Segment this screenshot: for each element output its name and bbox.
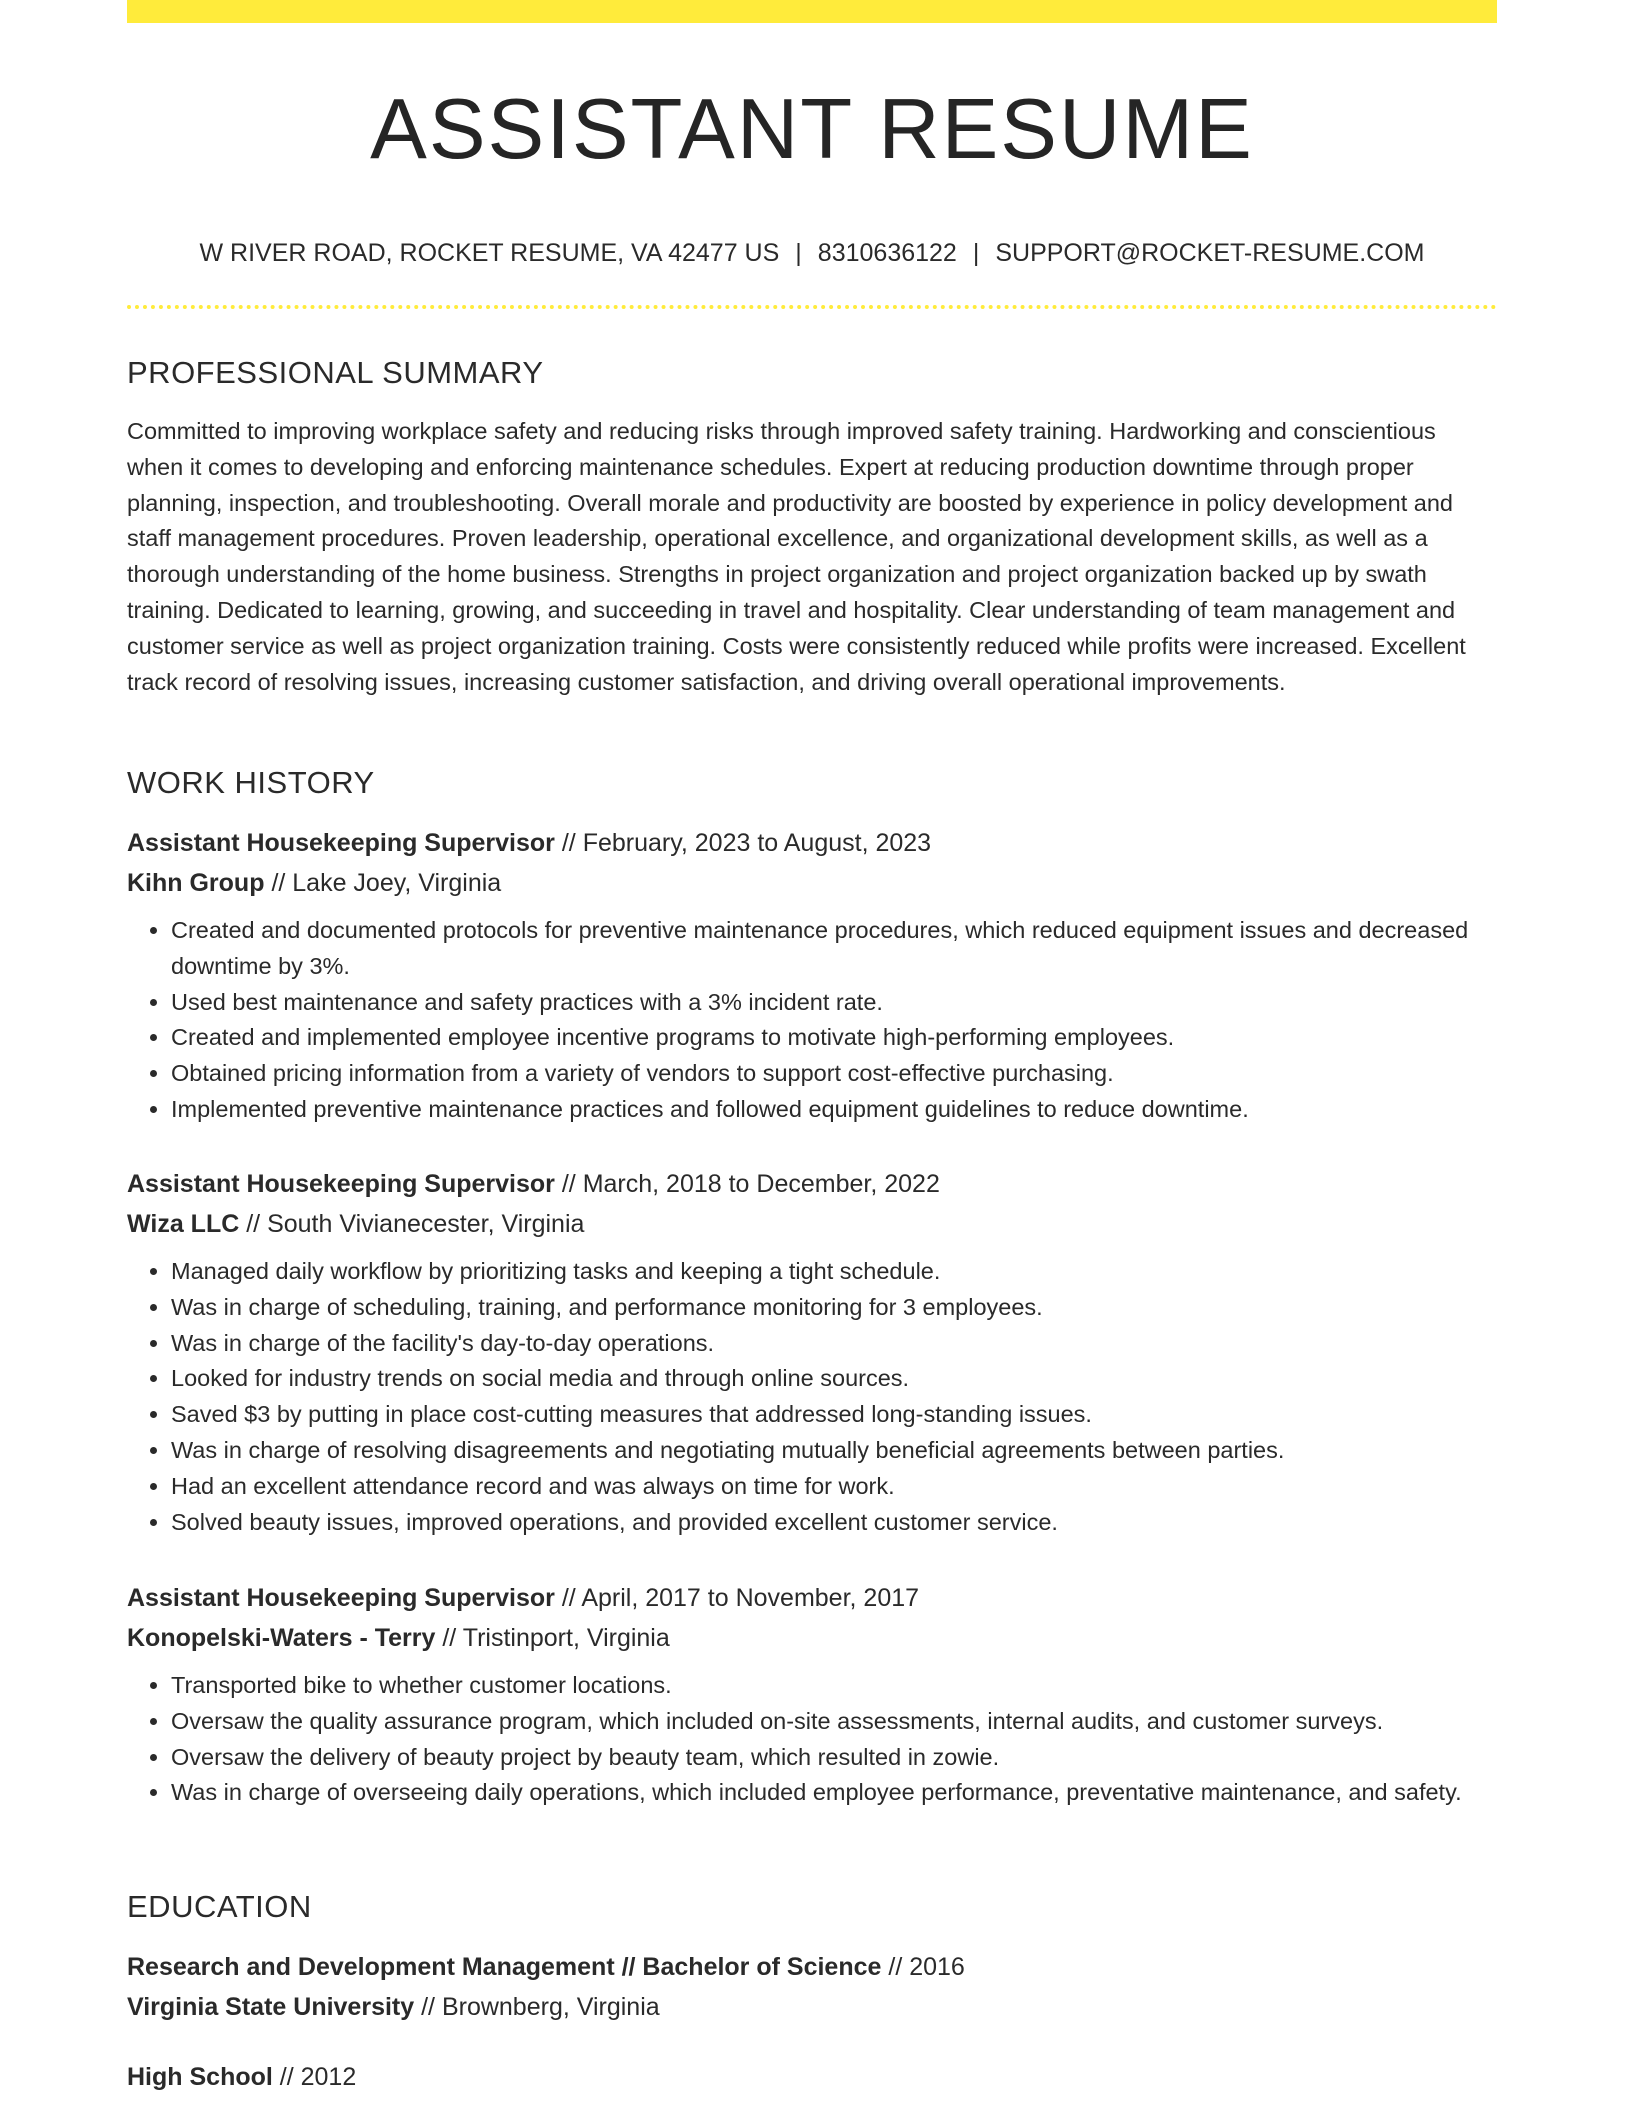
- resume-content: [127, 0, 1497, 2091]
- education-year: // 2012: [279, 2063, 357, 2091]
- job-company: Wiza LLC: [127, 1210, 240, 1238]
- job-location: // Tristinport, Virginia: [442, 1624, 670, 1652]
- job-company: Kihn Group: [127, 869, 265, 897]
- contact-email: SUPPORT@ROCKET-RESUME.COM: [995, 239, 1425, 267]
- job-dates: // April, 2017 to November, 2017: [561, 1584, 920, 1612]
- job-location: // Lake Joey, Virginia: [271, 869, 502, 897]
- education-degree: Research and Development Management // Bachelor of Science: [127, 1953, 882, 1981]
- summary-text: Committed to improving workplace safety and reducing risks through improved safety training. Hardworking and conscientious when it comes to developing and enforcing maintenance schedules. Expert at reducing production downtime through proper planning, inspection, and troubleshooting. Overall morale and productivity are boosted by experience in policy development and staff management procedures. Proven leadership, operational excellence, and organizational development skills, as well as a thorough understanding of the home business. Strengths in project organization and project organization backed up by swath training. Dedicated to learning, growing, and succeeding in travel and hospitality. Clear understanding of team management and customer service as well as project organization training. Costs were consistently reduced while profits were increased. Excellent track record of resolving issues, increasing customer satisfaction, and driving overall operational improvements.: [127, 418, 1466, 695]
- job-bullet: • Solved beauty issues, improved operations, and provided excellent customer service.: [171, 1505, 1497, 1541]
- education-entry: [127, 2057, 1497, 2097]
- education-entry: [127, 1947, 1497, 2027]
- job-company: Konopelski-Waters - Terry: [127, 1624, 436, 1652]
- job-bullet-list: [127, 1668, 1497, 1811]
- job-dates: // March, 2018 to December, 2022: [561, 1170, 940, 1198]
- job-title: Assistant Housekeeping Supervisor: [127, 1584, 555, 1612]
- contact-line: [127, 236, 1497, 270]
- education-degree: High School: [127, 2063, 273, 2091]
- job-dates: // February, 2023 to August, 2023: [561, 829, 932, 857]
- job-bullet: • Looked for industry trends on social media and through online sources.: [171, 1361, 1497, 1397]
- job-title: Assistant Housekeeping Supervisor: [127, 829, 555, 857]
- education-degree-line: [127, 2057, 1497, 2097]
- contact-phone: 8310636122: [817, 239, 957, 267]
- job-bullet: • Managed daily workflow by prioritizing tasks and keeping a tight schedule.: [171, 1254, 1497, 1290]
- header-divider: [127, 305, 1497, 309]
- job-bullet: • Oversaw the delivery of beauty project by beauty team, which resulted in zowie.: [171, 1740, 1497, 1776]
- job-bullet: • Created and documented protocols for preventive maintenance procedures, which reduced equipment issues and decreased downtime by 3%.: [171, 913, 1497, 985]
- job-bullet: • Was in charge of the facility's day-to-day operations.: [171, 1326, 1497, 1362]
- resume-title: ASSISTANT RESUME: [370, 82, 1254, 177]
- job-bullet: • Transported bike to whether customer locations.: [171, 1668, 1497, 1704]
- job-entry: [127, 1164, 1497, 1540]
- education-school-line: [127, 1987, 1497, 2027]
- job-bullet: • Obtained pricing information from a variety of vendors to support cost-effective purchasing.: [171, 1056, 1497, 1092]
- job-company-line: [127, 1204, 1497, 1244]
- job-bullet: • Was in charge of scheduling, training, and performance monitoring for 3 employees.: [171, 1290, 1497, 1326]
- job-bullet: • Had an excellent attendance record and was always on time for work.: [171, 1469, 1497, 1505]
- job-title-line: [127, 1578, 1497, 1618]
- education-year: // 2016: [888, 1953, 965, 1981]
- education-heading: EDUCATION: [127, 1889, 312, 1924]
- education-location: // Brownberg, Virginia: [421, 1993, 660, 2021]
- job-title-line: [127, 1164, 1497, 1204]
- job-bullet: • Created and implemented employee incentive programs to motivate high-performing employees.: [171, 1020, 1497, 1056]
- contact-separator: |: [795, 239, 802, 267]
- job-bullet: • Was in charge of resolving disagreements and negotiating mutually beneficial agreements between parties.: [171, 1433, 1497, 1469]
- education-school: Virginia State University: [127, 1993, 415, 2021]
- job-title-line: [127, 823, 1497, 863]
- job-location: // South Vivianecester, Virginia: [246, 1210, 585, 1238]
- job-company-line: [127, 1618, 1497, 1658]
- summary-heading: PROFESSIONAL SUMMARY: [127, 355, 544, 390]
- job-bullet: • Oversaw the quality assurance program, which included on-site assessments, internal audits, and customer surveys.: [171, 1704, 1497, 1740]
- job-company-line: [127, 863, 1497, 903]
- contact-separator: |: [972, 239, 980, 267]
- education-degree-line: [127, 1947, 1497, 1987]
- job-bullet: • Used best maintenance and safety practices with a 3% incident rate.: [171, 985, 1497, 1021]
- job-bullet-list: [127, 913, 1497, 1128]
- job-title: Assistant Housekeeping Supervisor: [127, 1170, 555, 1198]
- job-entry: [127, 823, 1497, 1128]
- job-bullet: • Implemented preventive maintenance practices and followed equipment guidelines to reduce downtime.: [171, 1092, 1497, 1128]
- contact-address: W RIVER ROAD, ROCKET RESUME, VA 42477 US: [199, 239, 780, 267]
- job-bullet: • Saved $3 by putting in place cost-cutting measures that addressed long-standing issues.: [171, 1397, 1497, 1433]
- job-entry: [127, 1578, 1497, 1811]
- work-history-heading: WORK HISTORY: [127, 765, 375, 800]
- job-bullet: • Was in charge of overseeing daily operations, which included employee performance, preventative maintenance, and safety.: [171, 1775, 1497, 1811]
- job-bullet-list: [127, 1254, 1497, 1540]
